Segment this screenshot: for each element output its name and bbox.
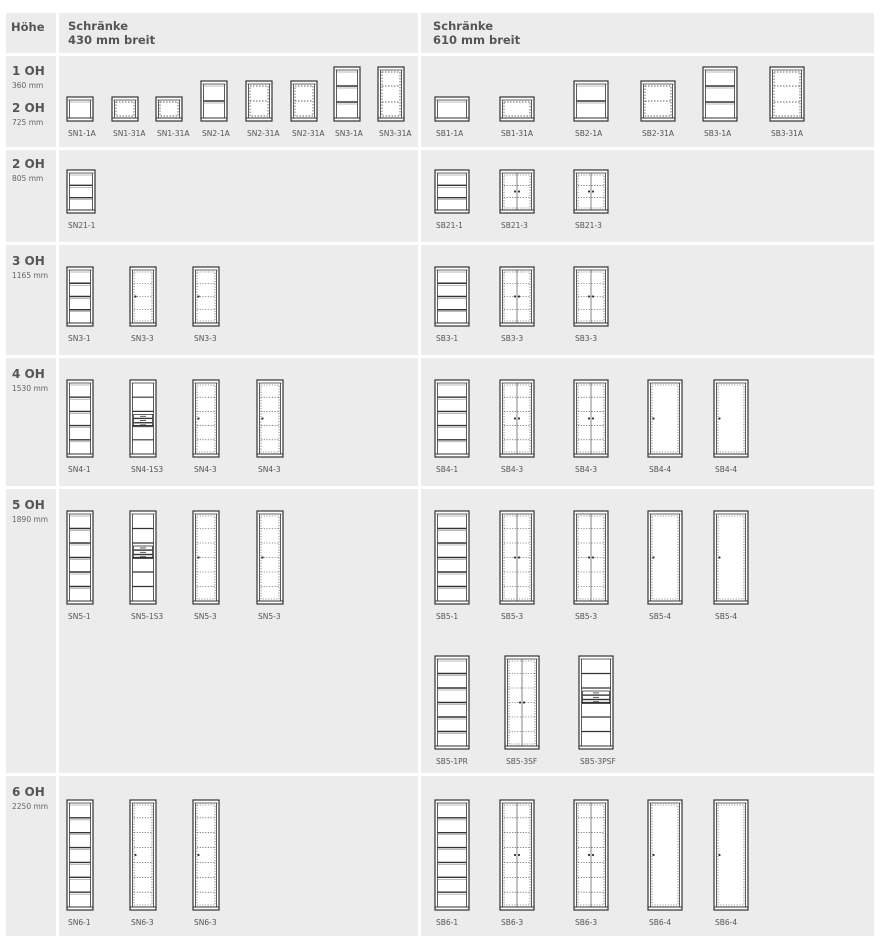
cabinet-sb6-3-icon <box>573 799 609 911</box>
row5-col1-cell <box>59 489 418 773</box>
row3-col2-cell <box>421 245 874 355</box>
cabinet-sb5-1pr-icon <box>434 655 470 750</box>
cabinet-sn2-31a-icon <box>245 80 273 122</box>
cabinet-sn3-1a-icon <box>333 66 361 122</box>
cabinet-sb3-1a-icon <box>702 66 738 122</box>
header-col2-subtitle: 610 mm breit <box>433 33 521 47</box>
row2-col2-cell <box>421 150 874 242</box>
row3-col1-cell <box>59 245 418 355</box>
cabinet-label: SB21-3 <box>501 221 528 230</box>
cabinet-label: SN21-1 <box>68 221 96 230</box>
cabinet-sn1-31a-icon <box>155 96 183 122</box>
cabinet-sn6-1-icon <box>66 799 94 911</box>
cabinet-label: SB4-1 <box>436 465 459 474</box>
cabinet-sb5-4-icon <box>713 510 749 605</box>
cabinet-sb5-1-icon <box>434 510 470 605</box>
cabinet-sb6-4-icon <box>713 799 749 911</box>
cabinet-label: SB4-4 <box>715 465 738 474</box>
cabinet-sb1-1a-icon <box>434 96 470 122</box>
cabinet-label: SB5-4 <box>715 612 738 621</box>
cabinet-label: SB6-3 <box>501 918 524 927</box>
cabinet-sb4-3-icon <box>573 379 609 458</box>
cabinet-label: SB5-4 <box>649 612 672 621</box>
row2-oh-label: 2 OH <box>12 157 45 171</box>
cabinet-sb6-1-icon <box>434 799 470 911</box>
cabinet-sn5-3-icon <box>256 510 284 605</box>
cabinet-label: SB5-1 <box>436 612 459 621</box>
row1-oh2-label: 2 OH <box>12 101 45 115</box>
cabinet-label: SB3-3 <box>575 334 598 343</box>
cabinet-sn5-3-icon <box>192 510 220 605</box>
cabinet-sb2-31a-icon <box>640 80 676 122</box>
cabinet-label: SB3-1 <box>436 334 459 343</box>
cabinet-sb4-1-icon <box>434 379 470 458</box>
cabinet-sn3-3-icon <box>129 266 157 327</box>
row6-col1-cell <box>59 776 418 936</box>
cabinet-label: SB21-1 <box>436 221 463 230</box>
cabinet-label: SN2-31A <box>292 129 325 138</box>
cabinet-sb5-4-icon <box>647 510 683 605</box>
row4-col1-cell <box>59 358 418 486</box>
cabinet-sn4-3-icon <box>192 379 220 458</box>
header-height-label: Höhe <box>11 20 45 34</box>
cabinet-label: SB21-3 <box>575 221 602 230</box>
cabinet-sb3-31a-icon <box>769 66 805 122</box>
cabinet-label: SN5-3 <box>194 612 217 621</box>
cabinet-sb6-4-icon <box>647 799 683 911</box>
header-col1-title: Schränke <box>68 19 129 33</box>
cabinet-sn4-1-icon <box>66 379 94 458</box>
row4-oh-label: 4 OH <box>12 367 45 381</box>
row1-mm2-label: 725 mm <box>12 118 44 127</box>
cabinet-label: SB6-4 <box>649 918 672 927</box>
row5-height-cell <box>6 489 56 773</box>
cabinet-label: SN3-31A <box>379 129 412 138</box>
row6-mm-label: 2250 mm <box>12 802 49 811</box>
cabinet-sb21-3-icon <box>499 169 535 214</box>
cabinet-label: SN1-31A <box>113 129 146 138</box>
cabinet-label: SN6-3 <box>131 918 154 927</box>
cabinet-label: SB2-1A <box>575 129 603 138</box>
cabinet-label: SB5-3 <box>501 612 524 621</box>
cabinet-label: SB4-3 <box>575 465 598 474</box>
cabinet-sn6-3-icon <box>192 799 220 911</box>
cabinet-label: SB5-3 <box>575 612 598 621</box>
row2-mm-label: 805 mm <box>12 174 44 183</box>
cabinet-label: SN4-3 <box>258 465 281 474</box>
row1-oh-label: 1 OH <box>12 64 45 78</box>
cabinet-sb3-1-icon <box>434 266 470 327</box>
cabinet-label: SB4-3 <box>501 465 524 474</box>
cabinet-label: SB5-3PSF <box>580 757 616 766</box>
header-col2-title: Schränke <box>433 19 494 33</box>
cabinet-sn4-1s3-icon <box>129 379 157 458</box>
cabinet-label: SB5-3SF <box>506 757 538 766</box>
cabinet-label: SN2-31A <box>247 129 280 138</box>
cabinet-sb3-3-icon <box>499 266 535 327</box>
row4-mm-label: 1530 mm <box>12 384 49 393</box>
cabinet-label: SN5-1 <box>68 612 91 621</box>
cabinet-sn21-1-icon <box>66 169 96 214</box>
cabinet-label: SN5-1S3 <box>131 612 164 621</box>
cabinet-label: SN6-1 <box>68 918 91 927</box>
cabinet-sb6-3-icon <box>499 799 535 911</box>
cabinet-sb4-4-icon <box>713 379 749 458</box>
cabinet-sn3-3-icon <box>192 266 220 327</box>
cabinet-sb4-3-icon <box>499 379 535 458</box>
cabinet-sb3-3-icon <box>573 266 609 327</box>
cabinet-sn1-31a-icon <box>111 96 139 122</box>
cabinet-label: SN5-3 <box>258 612 281 621</box>
cabinet-label: SN3-3 <box>194 334 217 343</box>
row2-col1-cell <box>59 150 418 242</box>
cabinet-label: SN4-3 <box>194 465 217 474</box>
cabinet-label: SN3-1A <box>335 129 363 138</box>
cabinet-label: SB6-1 <box>436 918 459 927</box>
cabinet-sn5-1-icon <box>66 510 94 605</box>
cabinet-sn2-31a-icon <box>290 80 318 122</box>
cabinet-sn3-1-icon <box>66 266 94 327</box>
cabinet-label: SB1-31A <box>501 129 534 138</box>
cabinet-label: SN4-1S3 <box>131 465 164 474</box>
cabinet-sb5-3psf-icon <box>578 655 614 750</box>
cabinet-label: SB5-1PR <box>436 757 468 766</box>
cabinet-label: SB6-4 <box>715 918 738 927</box>
cabinet-sn3-31a-icon <box>377 66 405 122</box>
cabinet-label: SN1-31A <box>157 129 190 138</box>
cabinet-sn1-1a-icon <box>66 96 94 122</box>
cabinet-label: SN3-3 <box>131 334 154 343</box>
row6-height-cell <box>6 776 56 936</box>
row5-mm-label: 1890 mm <box>12 515 49 524</box>
cabinet-sb21-1-icon <box>434 169 470 214</box>
row6-oh-label: 6 OH <box>12 785 45 799</box>
cabinet-sn4-3-icon <box>256 379 284 458</box>
cabinet-label: SN6-3 <box>194 918 217 927</box>
cabinet-sb5-3-icon <box>573 510 609 605</box>
cabinet-label: SB6-3 <box>575 918 598 927</box>
row3-oh-label: 3 OH <box>12 254 45 268</box>
cabinet-label: SN1-1A <box>68 129 96 138</box>
cabinet-label: SN2-1A <box>202 129 230 138</box>
cabinet-sb5-3sf-icon <box>504 655 540 750</box>
row5-oh-label: 5 OH <box>12 498 45 512</box>
header-col1-subtitle: 430 mm breit <box>68 33 156 47</box>
cabinet-sb4-4-icon <box>647 379 683 458</box>
cabinet-label: SB3-1A <box>704 129 732 138</box>
cabinet-label: SB1-1A <box>436 129 464 138</box>
cabinet-sn2-1a-icon <box>200 80 228 122</box>
cabinet-label: SB4-4 <box>649 465 672 474</box>
cabinet-sn5-1s3-icon <box>129 510 157 605</box>
cabinet-sn6-3-icon <box>129 799 157 911</box>
cabinet-label: SB3-31A <box>771 129 804 138</box>
cabinet-label: SB2-31A <box>642 129 675 138</box>
cabinet-sb1-31a-icon <box>499 96 535 122</box>
row1-mm-label: 360 mm <box>12 81 44 90</box>
cabinet-label: SB3-3 <box>501 334 524 343</box>
cabinet-label: SN3-1 <box>68 334 91 343</box>
row3-mm-label: 1165 mm <box>12 271 49 280</box>
cabinet-sb21-3-icon <box>573 169 609 214</box>
cabinet-sb5-3-icon <box>499 510 535 605</box>
cabinet-label: SN4-1 <box>68 465 91 474</box>
cabinet-sb2-1a-icon <box>573 80 609 122</box>
